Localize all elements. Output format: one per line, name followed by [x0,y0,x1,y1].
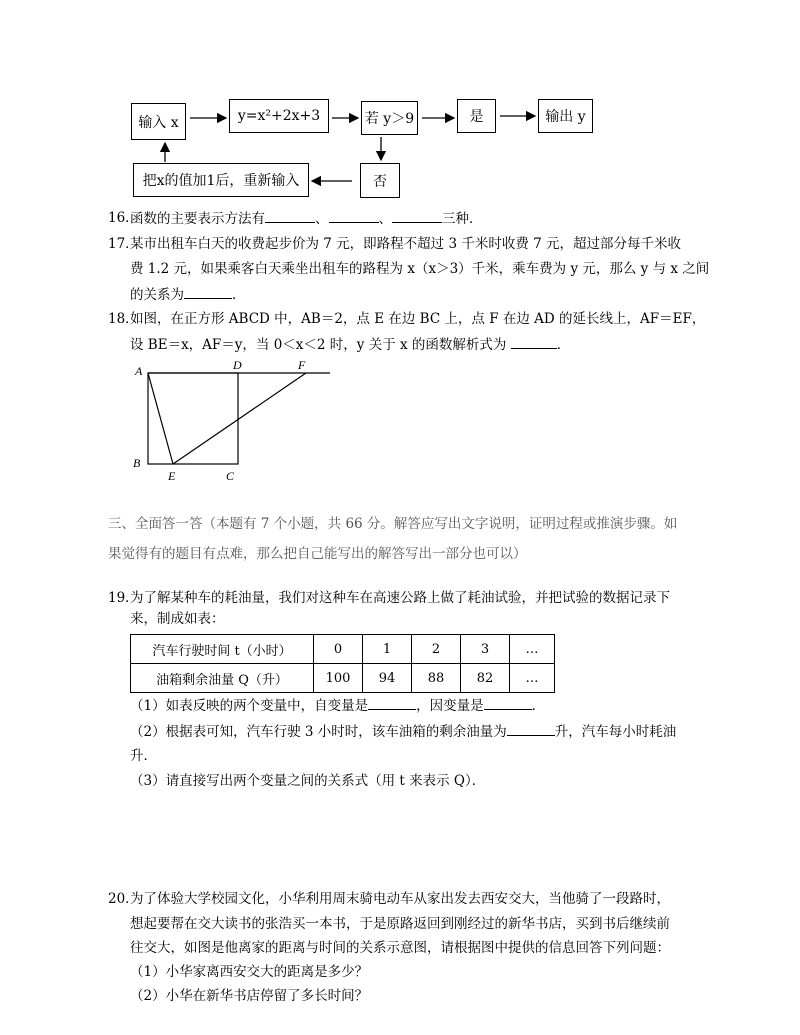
table-cell: 94 [363,664,412,693]
label-A: A [135,364,143,378]
label-F: F [298,358,306,372]
answer-blank[interactable] [368,695,416,710]
table-cell: … [510,664,555,693]
answer-blank[interactable] [507,721,555,736]
question-number: 16． [108,210,139,226]
fuel-table [130,634,555,693]
question-number: 20． [108,891,139,907]
table-row [131,635,555,664]
table-cell: 0 [314,635,363,664]
label-D: D [233,358,242,372]
answer-blank[interactable] [184,284,232,299]
answer-blank[interactable] [392,208,442,223]
flow-input-box: 输入 x [131,103,186,140]
question-number: 18． [108,311,139,327]
table-cell: 1 [363,635,412,664]
flow-output-box: 输出 y [538,99,593,133]
table-row [131,664,555,693]
answer-blank[interactable] [265,208,315,223]
answer-blank[interactable] [484,695,532,710]
table-row-header: 油箱剩余油量 Q（升） [131,664,314,693]
flow-condition-box: 若 y＞9 [361,101,418,135]
table-cell: 3 [461,635,510,664]
flow-yes-box: 是 [457,99,496,133]
label-E: E [168,469,176,483]
label-B: B [133,456,141,470]
table-cell: 82 [461,664,510,693]
answer-blank[interactable] [511,334,557,349]
flow-formula-box: y=x²+2x+3 [229,99,329,133]
flow-loop-box: 把x的值加1后，重新输入 [133,163,309,197]
table-cell: 88 [412,664,461,693]
flow-no-box: 否 [360,163,400,198]
table-cell: 100 [314,664,363,693]
flowchart-arrows [0,0,800,220]
table-cell: … [510,635,555,664]
question-number: 17． [108,236,139,252]
question-number: 19． [108,590,139,606]
answer-blank[interactable] [329,208,379,223]
square-figure [125,355,345,490]
table-cell: 2 [412,635,461,664]
label-C: C [226,469,235,483]
table-row-header: 汽车行驶时间 t（小时） [131,635,314,664]
